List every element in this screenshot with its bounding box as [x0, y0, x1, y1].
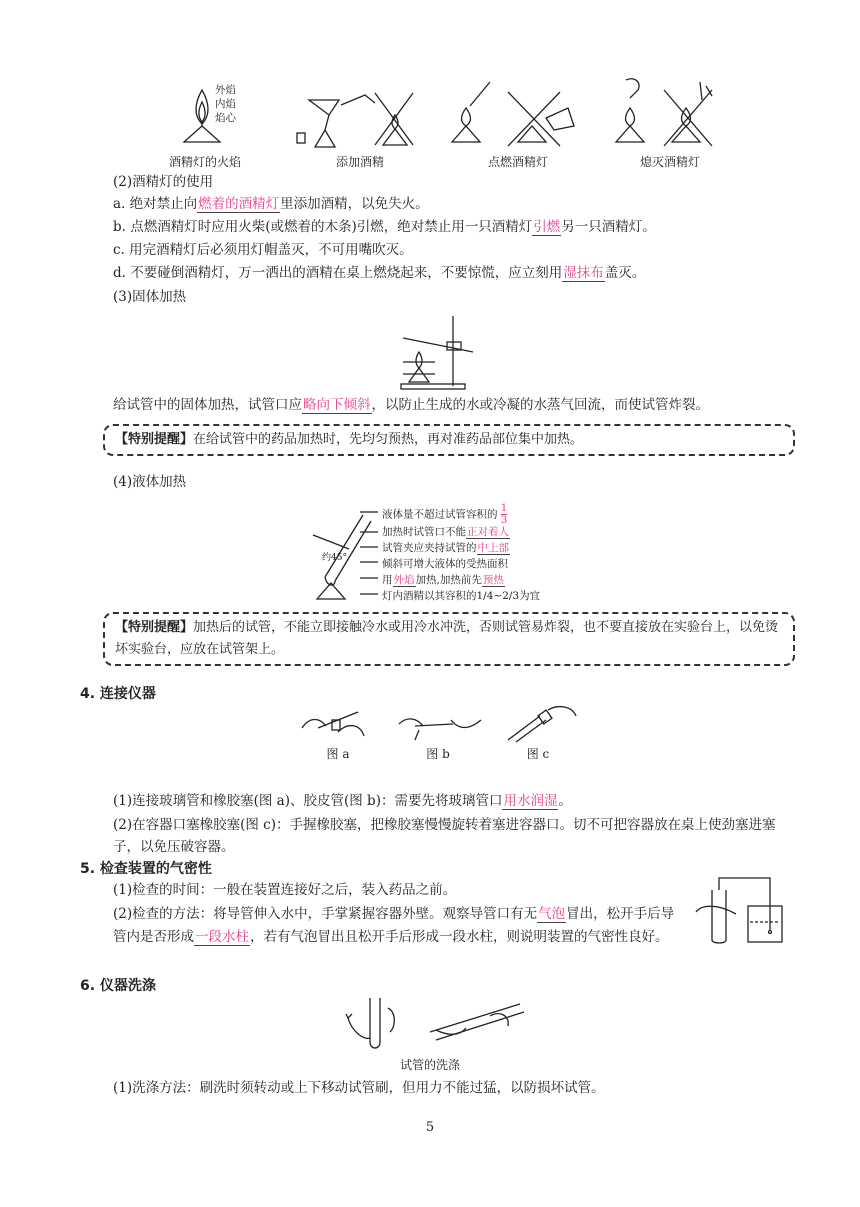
- sec4-p1: (1)连接玻璃管和橡胶塞(图 a)、胶皮管(图 b)：需要先将玻璃管口用水润湿。: [113, 793, 572, 809]
- fill-upper-middle: 中上部: [477, 542, 509, 554]
- fill-facing-people: 正对着人: [467, 526, 509, 538]
- s2-item-b: b. 点燃酒精灯时应用火柴(或燃着的木条)引燃，绝对禁止用一只酒精灯引燃另一只酒精灯。: [113, 219, 656, 235]
- label-flame-core: 焰心: [215, 112, 236, 124]
- caption-fig-b: 图 b: [426, 747, 450, 761]
- fill-burning-lamp: 燃着的酒精灯: [198, 196, 280, 212]
- connect-fig-c: [500, 702, 580, 744]
- liquid-label-alcohol: 灯内酒精以其容积的1/4~2/3为宜: [382, 590, 541, 602]
- connect-fig-a: [298, 708, 368, 743]
- s4-title: (4)液体加热: [113, 474, 187, 490]
- s2-item-a: a. 绝对禁止向燃着的酒精灯里添加酒精，以免失火。: [113, 196, 429, 212]
- fill-bubbles: 气泡: [538, 906, 566, 922]
- connect-fig-b: [395, 710, 485, 742]
- liquid-label-clamp: 试管夹应夹持试管的中上部: [382, 542, 509, 554]
- sec5-p2: (2)检查的方法：将导管伸入水中，手掌紧握容器外壁。观察导管口有无气泡冒出，松开手后导管内是否形成一段水柱，若有气泡冒出且松开手后形成一段水柱，则说明装置的气密性良好。: [113, 906, 675, 945]
- fill-tilt-down: 略向下倾斜: [303, 397, 371, 413]
- heading-airtightness: 5. 检查装置的气密性: [80, 861, 212, 877]
- s2-item-d: d. 不要碰倒酒精灯，万一洒出的酒精在桌上燃烧起来，不要惊慌，应立刻用湿抹布盖灭。: [113, 265, 646, 281]
- sec5-p1: (1)检查的时间：一般在装置连接好之后，装入药品之前。: [113, 882, 457, 898]
- caption-fig-a: 图 a: [326, 747, 350, 761]
- liquid-label-volume: 液体量不超过试管容积的 $\frac{1}{3}$: [382, 503, 508, 526]
- heading-connect: 4. 连接仪器: [80, 686, 156, 702]
- caption-lamp-flame: 酒精灯的火焰: [168, 155, 241, 169]
- fill-ignite: 引燃: [533, 219, 561, 235]
- light-lamp-drawing: [448, 78, 578, 150]
- s2-title: (2)酒精灯的使用: [113, 174, 214, 190]
- solid-heating-drawing: [395, 312, 485, 390]
- liquid-label-tilt: 倾斜可增大液体的受热面积: [382, 558, 508, 570]
- label-inner-flame: 内焰: [215, 98, 236, 110]
- fill-wet-with-water: 用水润湿: [503, 793, 558, 809]
- liquid-label-flame: 用外焰加热,加热前先预热: [382, 574, 504, 586]
- liquid-heating-leaders: [360, 510, 380, 600]
- fill-outer-flame: 外焰: [393, 574, 415, 586]
- label-outer-flame: 外焰: [215, 84, 236, 96]
- tip-box-liquid: 【特别提醒】加热后的试管，不能立即接触冷水或用冷水冲洗，否则试管易炸裂，也不要直接放在实验台上，以免烫坏实验台，应放在试管架上。: [103, 612, 795, 666]
- liquid-label-mouth: 加热时试管口不能正对着人: [382, 526, 509, 538]
- tip-box-solid: 【特别提醒】在给试管中的药品加热时，先均匀预热，再对准药品部位集中加热。: [103, 424, 795, 456]
- caption-washing: 试管的洗涤: [399, 1058, 460, 1072]
- caption-light-lamp: 点燃酒精灯: [487, 155, 548, 169]
- label-angle: 约45°: [322, 553, 347, 563]
- caption-extinguish-lamp: 熄灭酒精灯: [639, 155, 700, 169]
- airtightness-drawing: [692, 870, 787, 945]
- caption-fig-c: 图 c: [526, 747, 550, 761]
- add-alcohol-drawing: [295, 85, 425, 155]
- sec4-p2: (2)在容器口塞橡胶塞(图 c)：手握橡胶塞，把橡胶塞慢慢旋转着塞进容器口。切不可把容器放在桌上使劲塞进塞子，以免压破容器。: [113, 817, 776, 855]
- sec6-p1: (1)洗涤方法：刷洗时须转动或上下移动试管刷，但用力不能过猛，以防损坏试管。: [113, 1080, 605, 1096]
- s2-item-c: c. 用完酒精灯后必须用灯帽盖灭，不可用嘴吹灭。: [113, 242, 413, 258]
- washing-drawing: [340, 992, 530, 1054]
- page-number: 5: [425, 1120, 435, 1135]
- s3-title: (3)固体加热: [113, 289, 187, 305]
- s3-text: 给试管中的固体加热，试管口应略向下倾斜，以防止生成的水或冷凝的水蒸气回流，而使试管炸裂。: [113, 397, 709, 413]
- caption-add-alcohol: 添加酒精: [335, 155, 384, 169]
- extinguish-lamp-drawing: [608, 72, 728, 150]
- heading-washing: 6. 仪器洗涤: [80, 978, 156, 994]
- fill-wet-cloth: 湿抹布: [563, 265, 604, 281]
- fill-preheat: 预热: [482, 574, 504, 586]
- fill-water-column: 一段水柱: [195, 929, 249, 945]
